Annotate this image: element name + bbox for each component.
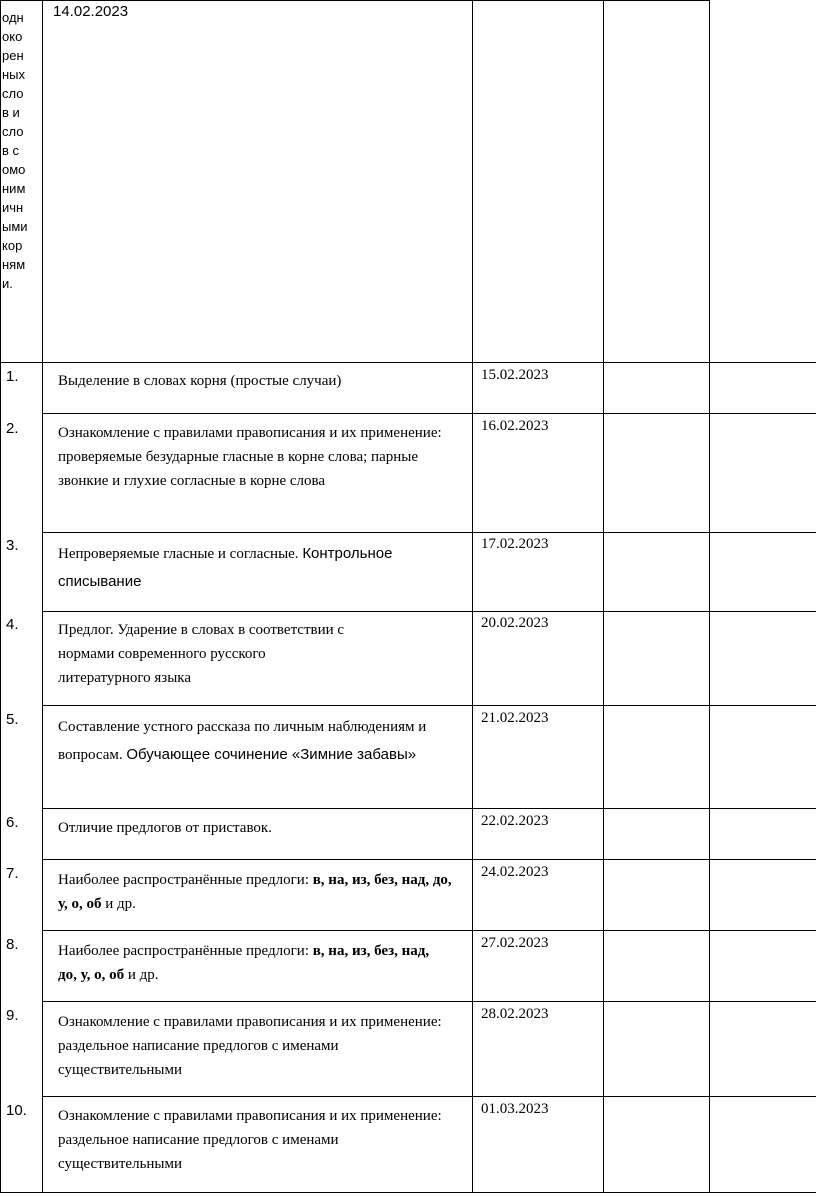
row-topic bbox=[58, 713, 458, 769]
table-border bbox=[42, 611, 816, 612]
topic-part: Составление устного рассказа по личным наблюдениям и вопросам. bbox=[58, 719, 427, 763]
topic-part: и др. bbox=[124, 967, 159, 983]
row-num: 4. bbox=[6, 616, 19, 633]
row-date: 17.02.2023 bbox=[481, 536, 549, 552]
topic-part: Непроверяемые гласные и согласные. bbox=[58, 546, 303, 562]
topic-part: Ознакомление с правилами правописания и их применение: проверяемые безударные гласные в корне слова; парные звонкие и глухие согласные в корне слова bbox=[58, 425, 442, 489]
vertical-text-line: омо bbox=[2, 162, 26, 177]
row-topic bbox=[58, 1010, 458, 1082]
topic-part: в, на, из, без, над, до, у, о, об bbox=[58, 943, 430, 983]
table-border bbox=[42, 1096, 816, 1097]
topic-part: Ознакомление с правилами правописания и их применение: раздельное написание предлогов с именами существительными bbox=[58, 1108, 442, 1172]
row-topic bbox=[58, 421, 458, 493]
table-border bbox=[42, 808, 816, 809]
topic-part: Наиболее распространённые предлоги: bbox=[58, 872, 313, 888]
topic-part: и др. bbox=[101, 896, 136, 912]
table-border bbox=[0, 362, 816, 363]
row-date: 24.02.2023 bbox=[481, 864, 549, 880]
vertical-text-line: и. bbox=[2, 276, 13, 291]
row-date: 22.02.2023 bbox=[481, 813, 549, 829]
vertical-text-line: ичн bbox=[2, 200, 24, 215]
table-border bbox=[709, 0, 710, 1193]
topic-part: Ознакомление с правилами правописания и их применение: раздельное написание предлогов с именами существительными bbox=[58, 1014, 442, 1078]
topic-part: в, на, из, без, над, до, у, о, об bbox=[58, 872, 452, 912]
row-num: 5. bbox=[6, 711, 19, 728]
table-border bbox=[42, 1001, 816, 1002]
topic-part: Контрольное списывание bbox=[58, 545, 393, 590]
vertical-text-line: в и bbox=[2, 105, 20, 120]
table-border bbox=[42, 705, 816, 706]
vertical-text-line: око bbox=[2, 29, 23, 44]
table-border bbox=[42, 532, 816, 533]
row-num: 1. bbox=[6, 368, 19, 385]
table-border bbox=[603, 0, 604, 1193]
row-num: 3. bbox=[6, 537, 19, 554]
table-border bbox=[42, 413, 816, 414]
vertical-text-line: рен bbox=[2, 48, 24, 63]
vertical-text-line: одн bbox=[2, 10, 24, 25]
row-date: 20.02.2023 bbox=[481, 615, 549, 631]
row-num: 2. bbox=[6, 420, 19, 437]
header-date: 14.02.2023 bbox=[53, 3, 129, 20]
row-num: 10. bbox=[6, 1102, 27, 1119]
row-date: 28.02.2023 bbox=[481, 1006, 549, 1022]
table-border bbox=[42, 859, 816, 860]
row-topic bbox=[58, 816, 468, 840]
row-topic bbox=[58, 540, 458, 596]
table-border bbox=[0, 1192, 816, 1193]
vertical-text-line: ных bbox=[2, 67, 26, 82]
table-border bbox=[42, 930, 816, 931]
topic-part: Обучающее сочинение «Зимние забавы» bbox=[126, 746, 417, 763]
vertical-text-line: сло bbox=[2, 124, 24, 139]
row-date: 16.02.2023 bbox=[481, 418, 549, 434]
row-num: 6. bbox=[6, 814, 19, 831]
row-date: 27.02.2023 bbox=[481, 935, 549, 951]
row-num: 7. bbox=[6, 865, 19, 882]
topic-part: Выделение в словах корня (простые случаи) bbox=[58, 373, 342, 389]
row-date: 15.02.2023 bbox=[481, 367, 549, 383]
vertical-text-line: ыми bbox=[2, 219, 28, 234]
topic-part: Отличие предлогов от приставок. bbox=[58, 820, 272, 836]
topic-part: Наиболее распространённые предлоги: bbox=[58, 943, 313, 959]
row-topic bbox=[58, 369, 468, 393]
row-topic bbox=[58, 1104, 458, 1176]
vertical-text-line: сло bbox=[2, 86, 24, 101]
row-date: 21.02.2023 bbox=[481, 710, 549, 726]
vertical-text-line: в с bbox=[2, 143, 20, 158]
row-topic bbox=[58, 868, 458, 916]
topic-part: Предлог. Ударение в словах в соответствии с нормами современного русского литературного языка bbox=[58, 622, 345, 686]
header-vertical-topic bbox=[2, 8, 34, 293]
table-border bbox=[472, 0, 473, 1193]
row-topic bbox=[58, 618, 348, 690]
row-num: 8. bbox=[6, 936, 19, 953]
row-num: 9. bbox=[6, 1007, 19, 1024]
row-date: 01.03.2023 bbox=[481, 1101, 549, 1117]
vertical-text-line: кор bbox=[2, 238, 23, 253]
vertical-text-line: ням bbox=[2, 257, 26, 272]
row-topic bbox=[58, 939, 433, 987]
vertical-text-line: ним bbox=[2, 181, 26, 196]
table-border bbox=[0, 0, 1, 1193]
table-border bbox=[42, 0, 43, 1193]
